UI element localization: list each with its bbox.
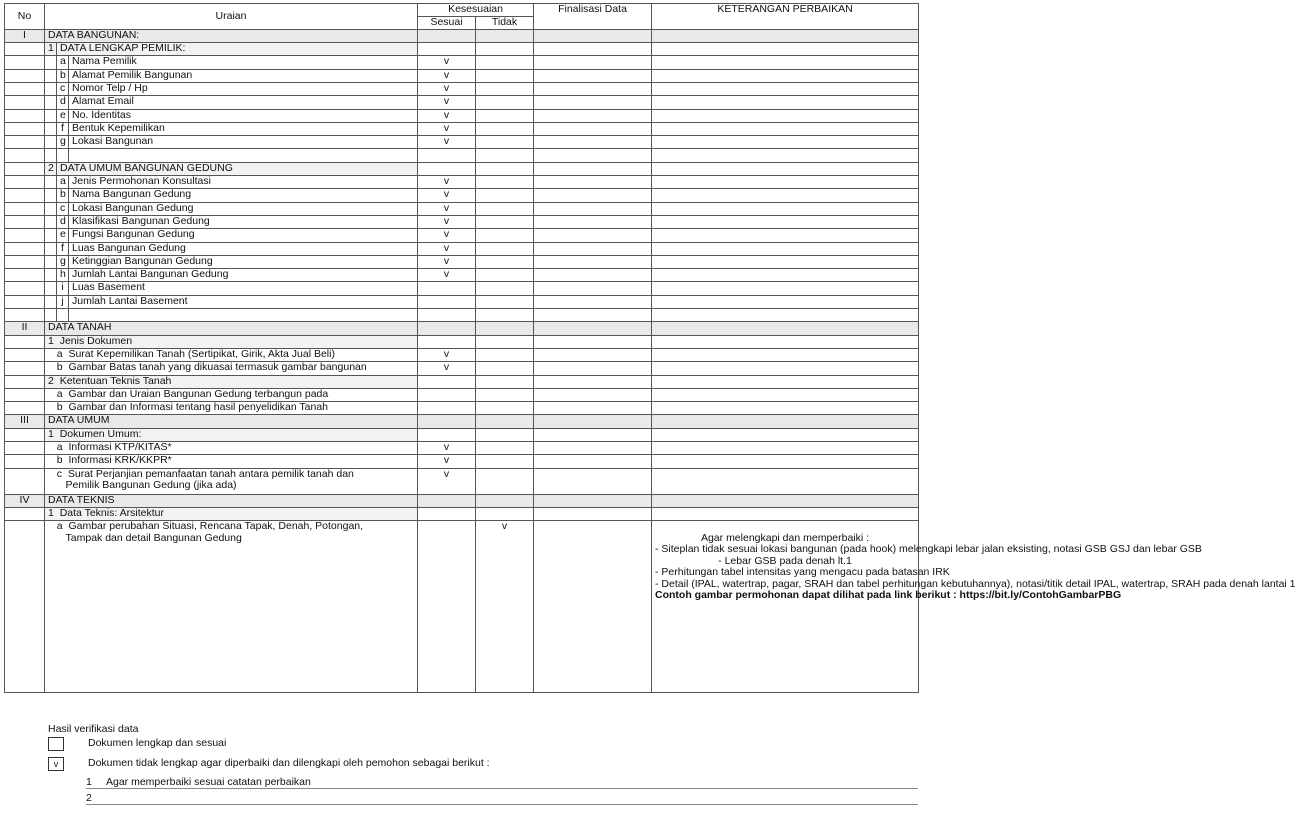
- table-row: b Alamat Pemilik Bangunan v: [5, 69, 919, 82]
- sesuai-cell[interactable]: [418, 521, 476, 693]
- sesuai-cell[interactable]: v: [418, 455, 476, 468]
- table-row: b Informasi KRK/KKPR* v: [5, 455, 919, 468]
- tidak-cell[interactable]: [476, 402, 534, 415]
- tidak-cell[interactable]: [476, 136, 534, 149]
- table-row: a Jenis Permohonan Konsultasi v: [5, 176, 919, 189]
- section-row: IV DATA TEKNIS: [5, 494, 919, 507]
- option-incomplete: [48, 757, 918, 773]
- verification-result: [48, 723, 918, 805]
- tidak-cell[interactable]: [476, 242, 534, 255]
- option-incomplete-label: Dokumen tidak lengkap agar diperbaiki dan dilengkapi oleh pemohon sebagai berikut :: [88, 757, 490, 769]
- table-row: g Lokasi Bangunan v: [5, 136, 919, 149]
- sesuai-cell[interactable]: v: [418, 269, 476, 282]
- subsection-row: 2 Ketentuan Teknis Tanah: [5, 375, 919, 388]
- table-row: a Nama Pemilik v: [5, 56, 919, 69]
- sesuai-cell[interactable]: v: [418, 96, 476, 109]
- table-row: c Lokasi Bangunan Gedung v: [5, 202, 919, 215]
- header-tidak: Tidak: [476, 16, 534, 29]
- sesuai-cell[interactable]: v: [418, 82, 476, 95]
- table-row: f Bentuk Kepemilikan v: [5, 122, 919, 135]
- header-no: No: [5, 4, 45, 30]
- tidak-cell[interactable]: [476, 442, 534, 455]
- sesuai-cell[interactable]: v: [418, 442, 476, 455]
- section-row: I DATA BANGUNAN:: [5, 29, 919, 42]
- sesuai-cell[interactable]: v: [418, 468, 476, 494]
- table-row: f Luas Bangunan Gedung v: [5, 242, 919, 255]
- tidak-cell[interactable]: [476, 56, 534, 69]
- keterangan-note: Agar melengkapi dan memperbaiki : - Siteplan tidak sesuai lokasi bangunan (pada hook) melengkapi lebar jalan eksisting, notasi GSB GSJ dan lebar GSB - Lebar GSB pada denah lt.1 - Perhitungan tabel intensitas yang mengacu pada batasan IRK - Detail (IPAL, watertrap, pagar, SRAH dan tabel perhitungan kebutuhannya), notasi/titik detail IPAL, watertrap, SRAH pada denah lantai 1 Contoh gambar permohonan dapat dilihat pada link berikut : https://bit.ly/ContohGambarPBG: [652, 521, 919, 693]
- empty-row: [5, 149, 919, 162]
- tidak-cell[interactable]: [476, 229, 534, 242]
- sesuai-cell[interactable]: [418, 282, 476, 295]
- section-row: III DATA UMUM: [5, 415, 919, 428]
- sesuai-cell[interactable]: v: [418, 136, 476, 149]
- sesuai-cell[interactable]: v: [418, 348, 476, 361]
- table-row: b Gambar Batas tanah yang dikuasai termasuk gambar bangunan v: [5, 362, 919, 375]
- header-sesuai: Sesuai: [418, 16, 476, 29]
- table-row: b Nama Bangunan Gedung v: [5, 189, 919, 202]
- table-row: e Fungsi Bangunan Gedung v: [5, 229, 919, 242]
- table-row: a Gambar perubahan Situasi, Rencana Tapak, Denah, Potongan, Tampak dan detail Bangunan Gedung v Agar melengkapi dan memperbaiki : - Siteplan tidak sesuai lokasi bangunan (pada hook) melengkapi lebar jalan eksisting, notasi GSB GSJ dan lebar GSB - Lebar GSB pada denah lt.1 - Perhitungan tabel intensitas yang mengacu pada batasan IRK - Detail (IPAL, watertrap, pagar, SRAH dan tabel perhitungan kebutuhannya), notasi/titik detail IPAL, watertrap, SRAH pada denah lantai 1 Contoh gambar permohonan dapat dilihat pada link berikut : https://bit.ly/ContohGambarPBG: [5, 521, 919, 693]
- header-uraian: Uraian: [45, 4, 418, 30]
- header-keterangan: KETERANGAN PERBAIKAN: [652, 4, 919, 30]
- table-row: a Informasi KTP/KITAS* v: [5, 442, 919, 455]
- footer-title: Hasil verifikasi data: [48, 723, 139, 735]
- sesuai-cell[interactable]: [418, 388, 476, 401]
- header-kesesuaian: Kesesuaian: [418, 4, 534, 17]
- tidak-cell[interactable]: [476, 109, 534, 122]
- subsection-row: 1 DATA LENGKAP PEMILIK:: [5, 43, 919, 56]
- tidak-cell[interactable]: [476, 282, 534, 295]
- sesuai-cell[interactable]: v: [418, 362, 476, 375]
- tidak-cell[interactable]: [476, 468, 534, 494]
- tidak-cell[interactable]: [476, 269, 534, 282]
- tidak-cell[interactable]: [476, 388, 534, 401]
- header-row-1: [5, 4, 919, 17]
- table-row: d Alamat Email v: [5, 96, 919, 109]
- tidak-cell[interactable]: [476, 215, 534, 228]
- tidak-cell[interactable]: [476, 96, 534, 109]
- table-row: h Jumlah Lantai Bangunan Gedung v: [5, 269, 919, 282]
- table-row: c Nomor Telp / Hp v: [5, 82, 919, 95]
- table-row: b Gambar dan Informasi tentang hasil penyelidikan Tanah: [5, 402, 919, 415]
- tidak-cell[interactable]: v: [476, 521, 534, 693]
- header-finalisasi: Finalisasi Data: [534, 4, 652, 30]
- table-row: c Surat Perjanjian pemanfaatan tanah antara pemilik tanah dan Pemilik Bangunan Gedung (jika ada) v: [5, 468, 919, 494]
- sesuai-cell[interactable]: v: [418, 242, 476, 255]
- tidak-cell[interactable]: [476, 295, 534, 308]
- tidak-cell[interactable]: [476, 122, 534, 135]
- tidak-cell[interactable]: [476, 348, 534, 361]
- sesuai-cell[interactable]: v: [418, 56, 476, 69]
- tidak-cell[interactable]: [476, 202, 534, 215]
- tidak-cell[interactable]: [476, 69, 534, 82]
- sesuai-cell[interactable]: [418, 402, 476, 415]
- tidak-cell[interactable]: [476, 176, 534, 189]
- sesuai-cell[interactable]: v: [418, 109, 476, 122]
- subsection-row: 1 Data Teknis: Arsitektur: [5, 507, 919, 520]
- sesuai-cell[interactable]: v: [418, 122, 476, 135]
- option-complete-label: Dokumen lengkap dan sesuai: [88, 737, 227, 749]
- note-line: 2: [86, 789, 918, 805]
- table-row: g Ketinggian Bangunan Gedung v: [5, 255, 919, 268]
- note-line: 1 Agar memperbaiki sesuai catatan perbaikan: [86, 773, 918, 789]
- subsection-row: 1 Dokumen Umum:: [5, 428, 919, 441]
- subsection-row: 1 Jenis Dokumen: [5, 335, 919, 348]
- section-row: II DATA TANAH: [5, 322, 919, 335]
- checkbox-incomplete[interactable]: v: [48, 757, 64, 771]
- tidak-cell[interactable]: [476, 189, 534, 202]
- sesuai-cell[interactable]: v: [418, 255, 476, 268]
- sesuai-cell[interactable]: v: [418, 176, 476, 189]
- table-row: a Surat Kepemilikan Tanah (Sertipikat, Girik, Akta Jual Beli) v: [5, 348, 919, 361]
- sesuai-cell[interactable]: [418, 295, 476, 308]
- verification-table: [4, 3, 1296, 693]
- table-row: j Jumlah Lantai Basement: [5, 295, 919, 308]
- table-row: d Klasifikasi Bangunan Gedung v: [5, 215, 919, 228]
- sesuai-cell[interactable]: v: [418, 229, 476, 242]
- sesuai-cell[interactable]: v: [418, 202, 476, 215]
- table-row: e No. Identitas v: [5, 109, 919, 122]
- sesuai-cell[interactable]: v: [418, 215, 476, 228]
- table-row: i Luas Basement: [5, 282, 919, 295]
- sesuai-cell[interactable]: v: [418, 189, 476, 202]
- subsection-row: 2 DATA UMUM BANGUNAN GEDUNG: [5, 162, 919, 175]
- tidak-cell[interactable]: [476, 255, 534, 268]
- checkbox-complete[interactable]: [48, 737, 64, 751]
- tidak-cell[interactable]: [476, 82, 534, 95]
- table-row: a Gambar dan Uraian Bangunan Gedung terbangun pada: [5, 388, 919, 401]
- tidak-cell[interactable]: [476, 362, 534, 375]
- tidak-cell[interactable]: [476, 455, 534, 468]
- empty-row: [5, 309, 919, 322]
- option-complete: [48, 737, 918, 753]
- sesuai-cell[interactable]: v: [418, 69, 476, 82]
